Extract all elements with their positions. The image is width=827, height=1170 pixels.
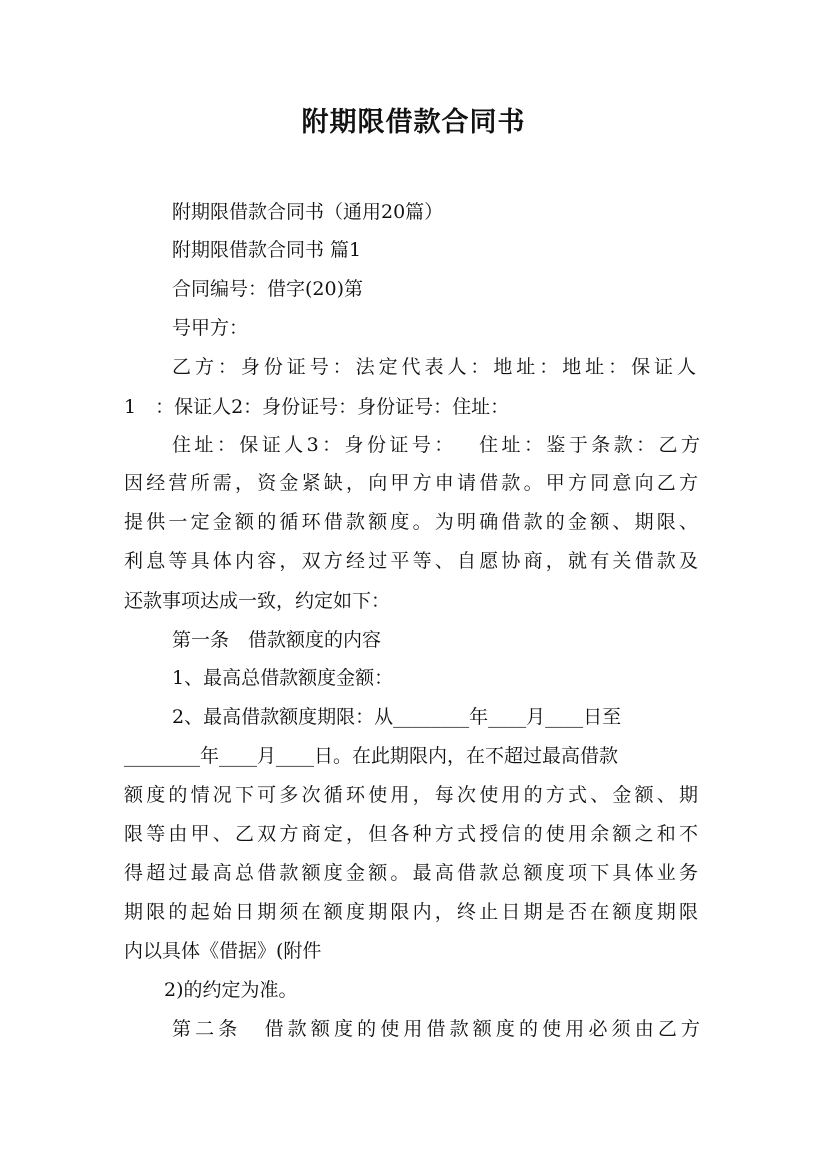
- text-line: 1、最高总借款额度金额：: [172, 667, 394, 689]
- section-heading: 第一条 借款额度的内容: [172, 629, 382, 651]
- text-line: 合同编号：借字(20)第: [172, 278, 364, 300]
- text-line: 号甲方：: [172, 317, 249, 339]
- text-line: 附期限借款合同书 篇1: [172, 239, 362, 261]
- text-line: 限等由甲、乙双方商定，但各种方式授信的使用余额之和不: [124, 823, 698, 845]
- text-line: 额度的情况下可多次循环使用，每次使用的方式、金额、期: [124, 784, 698, 806]
- text-line: 还款事项达成一致，约定如下：: [124, 590, 391, 612]
- text-line: 得超过最高总借款额度金额。最高借款总额度项下具体业务: [124, 862, 698, 884]
- text-line: 乙方：身份证号：法定代表人：地址：地址：保证人: [172, 356, 696, 378]
- text-line: 期限的起始日期须在额度期限内，终止日期是否在额度期限: [124, 901, 698, 923]
- section-heading: 第二条 借款额度的使用借款额度的使用必须由乙方: [172, 1018, 700, 1040]
- text-line: 因经营所需，资金紧缺，向甲方申请借款。甲方同意向乙方: [124, 472, 698, 494]
- text-line: 提供一定金额的循环借款额度。为明确借款的金额、期限、: [124, 511, 698, 533]
- text-line: 附期限借款合同书（通用20篇）: [172, 201, 444, 223]
- text-line: 利息等具体内容，双方经过平等、自愿协商，就有关借款及: [124, 550, 698, 572]
- text-line: ________年____月____日。在此期限内，在不超过最高借款: [124, 745, 619, 767]
- text-line: 1 ：保证人2：身份证号：身份证号：住址：: [124, 396, 510, 418]
- text-line: 2)的约定为准。: [164, 979, 298, 1001]
- text-line: 2、最高借款额度期限：从________年____月____日至: [172, 706, 622, 728]
- text-line: 内以具体《借据》(附件: [124, 940, 322, 962]
- document-title: 附期限借款合同书: [301, 107, 526, 138]
- text-line: 住址：保证人3：身份证号： 住址：鉴于条款：乙方: [172, 434, 700, 456]
